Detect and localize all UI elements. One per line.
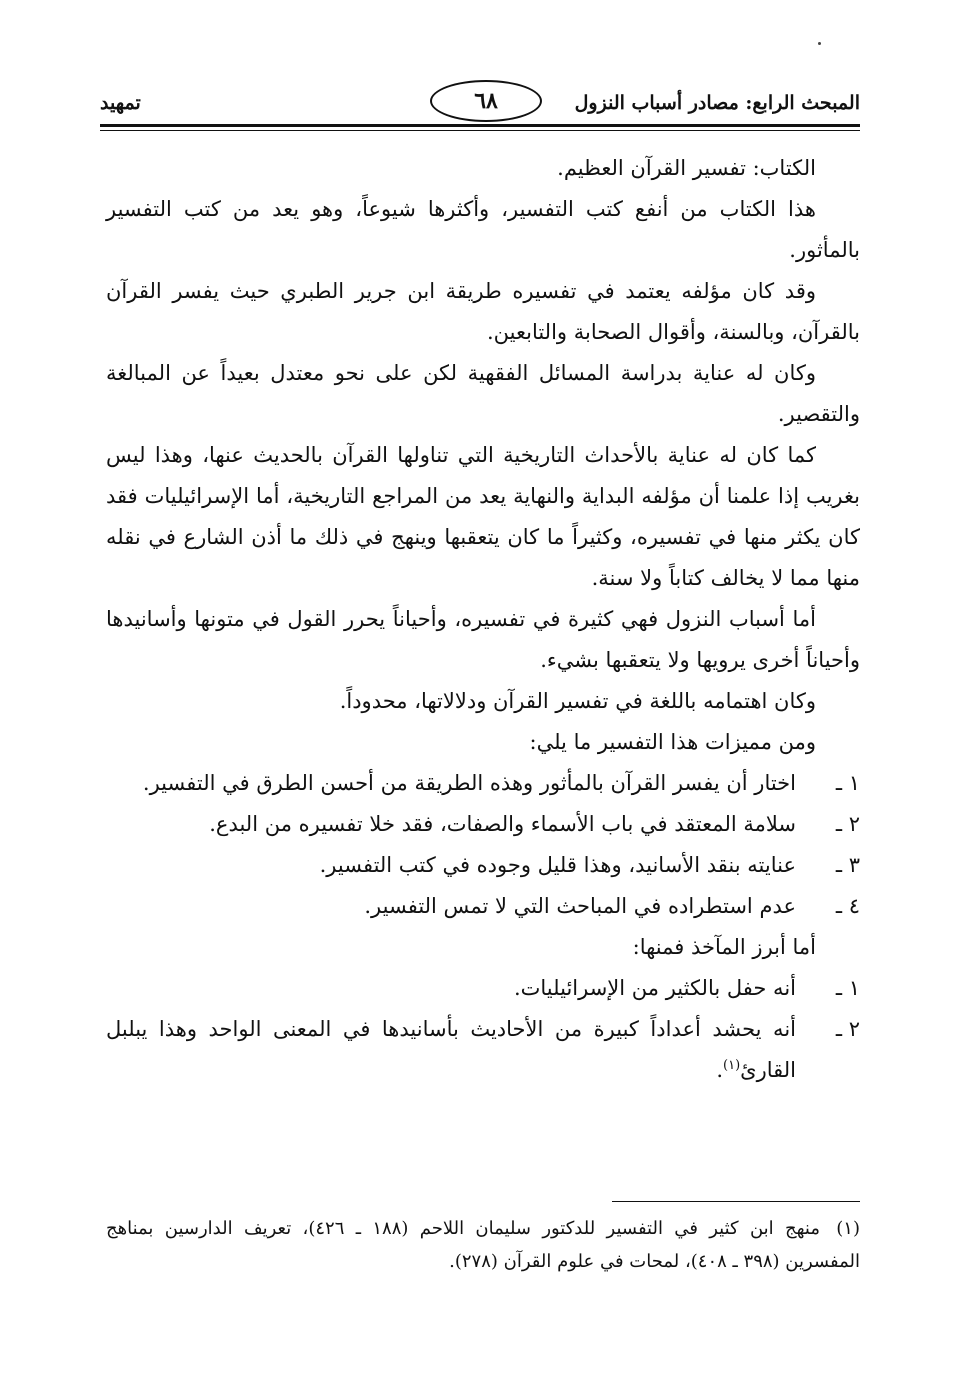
sentence-end: .: [716, 1058, 724, 1082]
section-label: تمهيد: [100, 92, 141, 114]
list-item: [106, 886, 860, 927]
list-text: عنايته بنقد الأسانيد، وهذا قليل وجوده في كتب التفسير.: [319, 853, 796, 877]
footnote-reference: (١): [723, 1058, 741, 1073]
running-title: المبحث الرابع: مصادر أسباب النزول: [574, 92, 860, 114]
paragraph: وكان اهتمامه باللغة في تفسير القرآن ودلالاتها، محدوداً.: [339, 689, 816, 713]
paragraph: ومن مميزات هذا التفسير ما يلي:: [529, 730, 816, 754]
list-number: ٢ ـ: [835, 1017, 860, 1041]
list-number: ٤ ـ: [835, 894, 860, 918]
drawbacks-list: [106, 968, 860, 1091]
page-number-text: ٦٨: [474, 88, 498, 114]
list-item: [106, 804, 860, 845]
list-item: [106, 763, 860, 804]
list-item: [106, 1009, 860, 1091]
list-number: ٣ ـ: [835, 853, 860, 877]
paragraph: وكان له عناية بدراسة المسائل الفقهية لكن على نحو معتدل بعيداً عن المبالغة والتقصير.: [106, 361, 860, 426]
paragraph: الكتاب: تفسير القرآن العظيم.: [557, 156, 816, 180]
footnote: [106, 1212, 860, 1278]
paragraph: أما أسباب النزول فهي كثيرة في تفسيره، وأحياناً يحرر القول في متونها وأسانيدها وأحياناً أخرى يرويها ولا يتعقبها بشيء.: [106, 607, 860, 672]
list-item: [106, 968, 860, 1009]
scan-speck: [818, 42, 821, 45]
page-number: [430, 80, 542, 122]
header-rule-thick: [100, 124, 860, 127]
list-number: ٢ ـ: [835, 812, 860, 836]
footnote-text: منهج ابن كثير في التفسير للدكتور سليمان اللاحم (١٨٨ ـ ٤٢٦)، تعريف الدارسين بمناهج المفسرين (٣٩٨ ـ ٤٠٨)، لمحات في علوم القرآن (٢٧٨).: [106, 1218, 860, 1272]
paragraph: أما أبرز المآخذ فمنها:: [632, 935, 816, 959]
list-text: سلامة المعتقد في باب الأسماء والصفات، فقد خلا تفسيره من البدع.: [209, 812, 796, 836]
list-number: ١ ـ: [835, 976, 860, 1000]
list-item: [106, 845, 860, 886]
footnote-separator: [612, 1201, 860, 1202]
list-text: أنه حفل بالكثير من الإسرائيليات.: [513, 976, 796, 1000]
page-header: [100, 78, 860, 128]
list-text: [106, 1009, 796, 1091]
main-text: [106, 148, 860, 1091]
merits-list: [106, 763, 860, 927]
list-text: عدم استطراده في المباحث التي لا تمس التفسير.: [364, 894, 796, 918]
list-number: ١ ـ: [835, 771, 860, 795]
list-text: اختار أن يفسر القرآن بالمأثور وهذه الطريقة من أحسن الطرق في التفسير.: [142, 771, 796, 795]
paragraph: وقد كان مؤلفه يعتمد في تفسيره طريقة ابن جرير الطبري حيث يفسر القرآن بالقرآن، وبالسنة، وأقوال الصحابة والتابعين.: [106, 279, 860, 344]
paragraph: هذا الكتاب من أنفع كتب التفسير، وأكثرها شيوعاً، وهو يعد من كتب التفسير بالمأثور.: [106, 197, 860, 262]
header-rule-thin: [100, 130, 860, 131]
list-text-content: أنه يحشد أعداداً كبيرة من الأحاديث بأسانيدها في المعنى الواحد وهذا يبلبل القارئ: [106, 1017, 796, 1082]
paragraph: كما كان له عناية بالأحداث التاريخية التي تناولها القرآن بالحديث عنها، وهذا ليس بغريب إذا علمنا أن مؤلفه البداية والنهاية يعد من المراجع التاريخية، أما الإسرائيليات فقد كان يكثر منها في تفسيره، وكثيراً ما كان يتعقبها وينهج في ذلك ما أذن الشارع في نقله منها مما لا يخالف كتاباً ولا سنة.: [106, 443, 860, 590]
footnote-number: (١): [836, 1218, 860, 1239]
